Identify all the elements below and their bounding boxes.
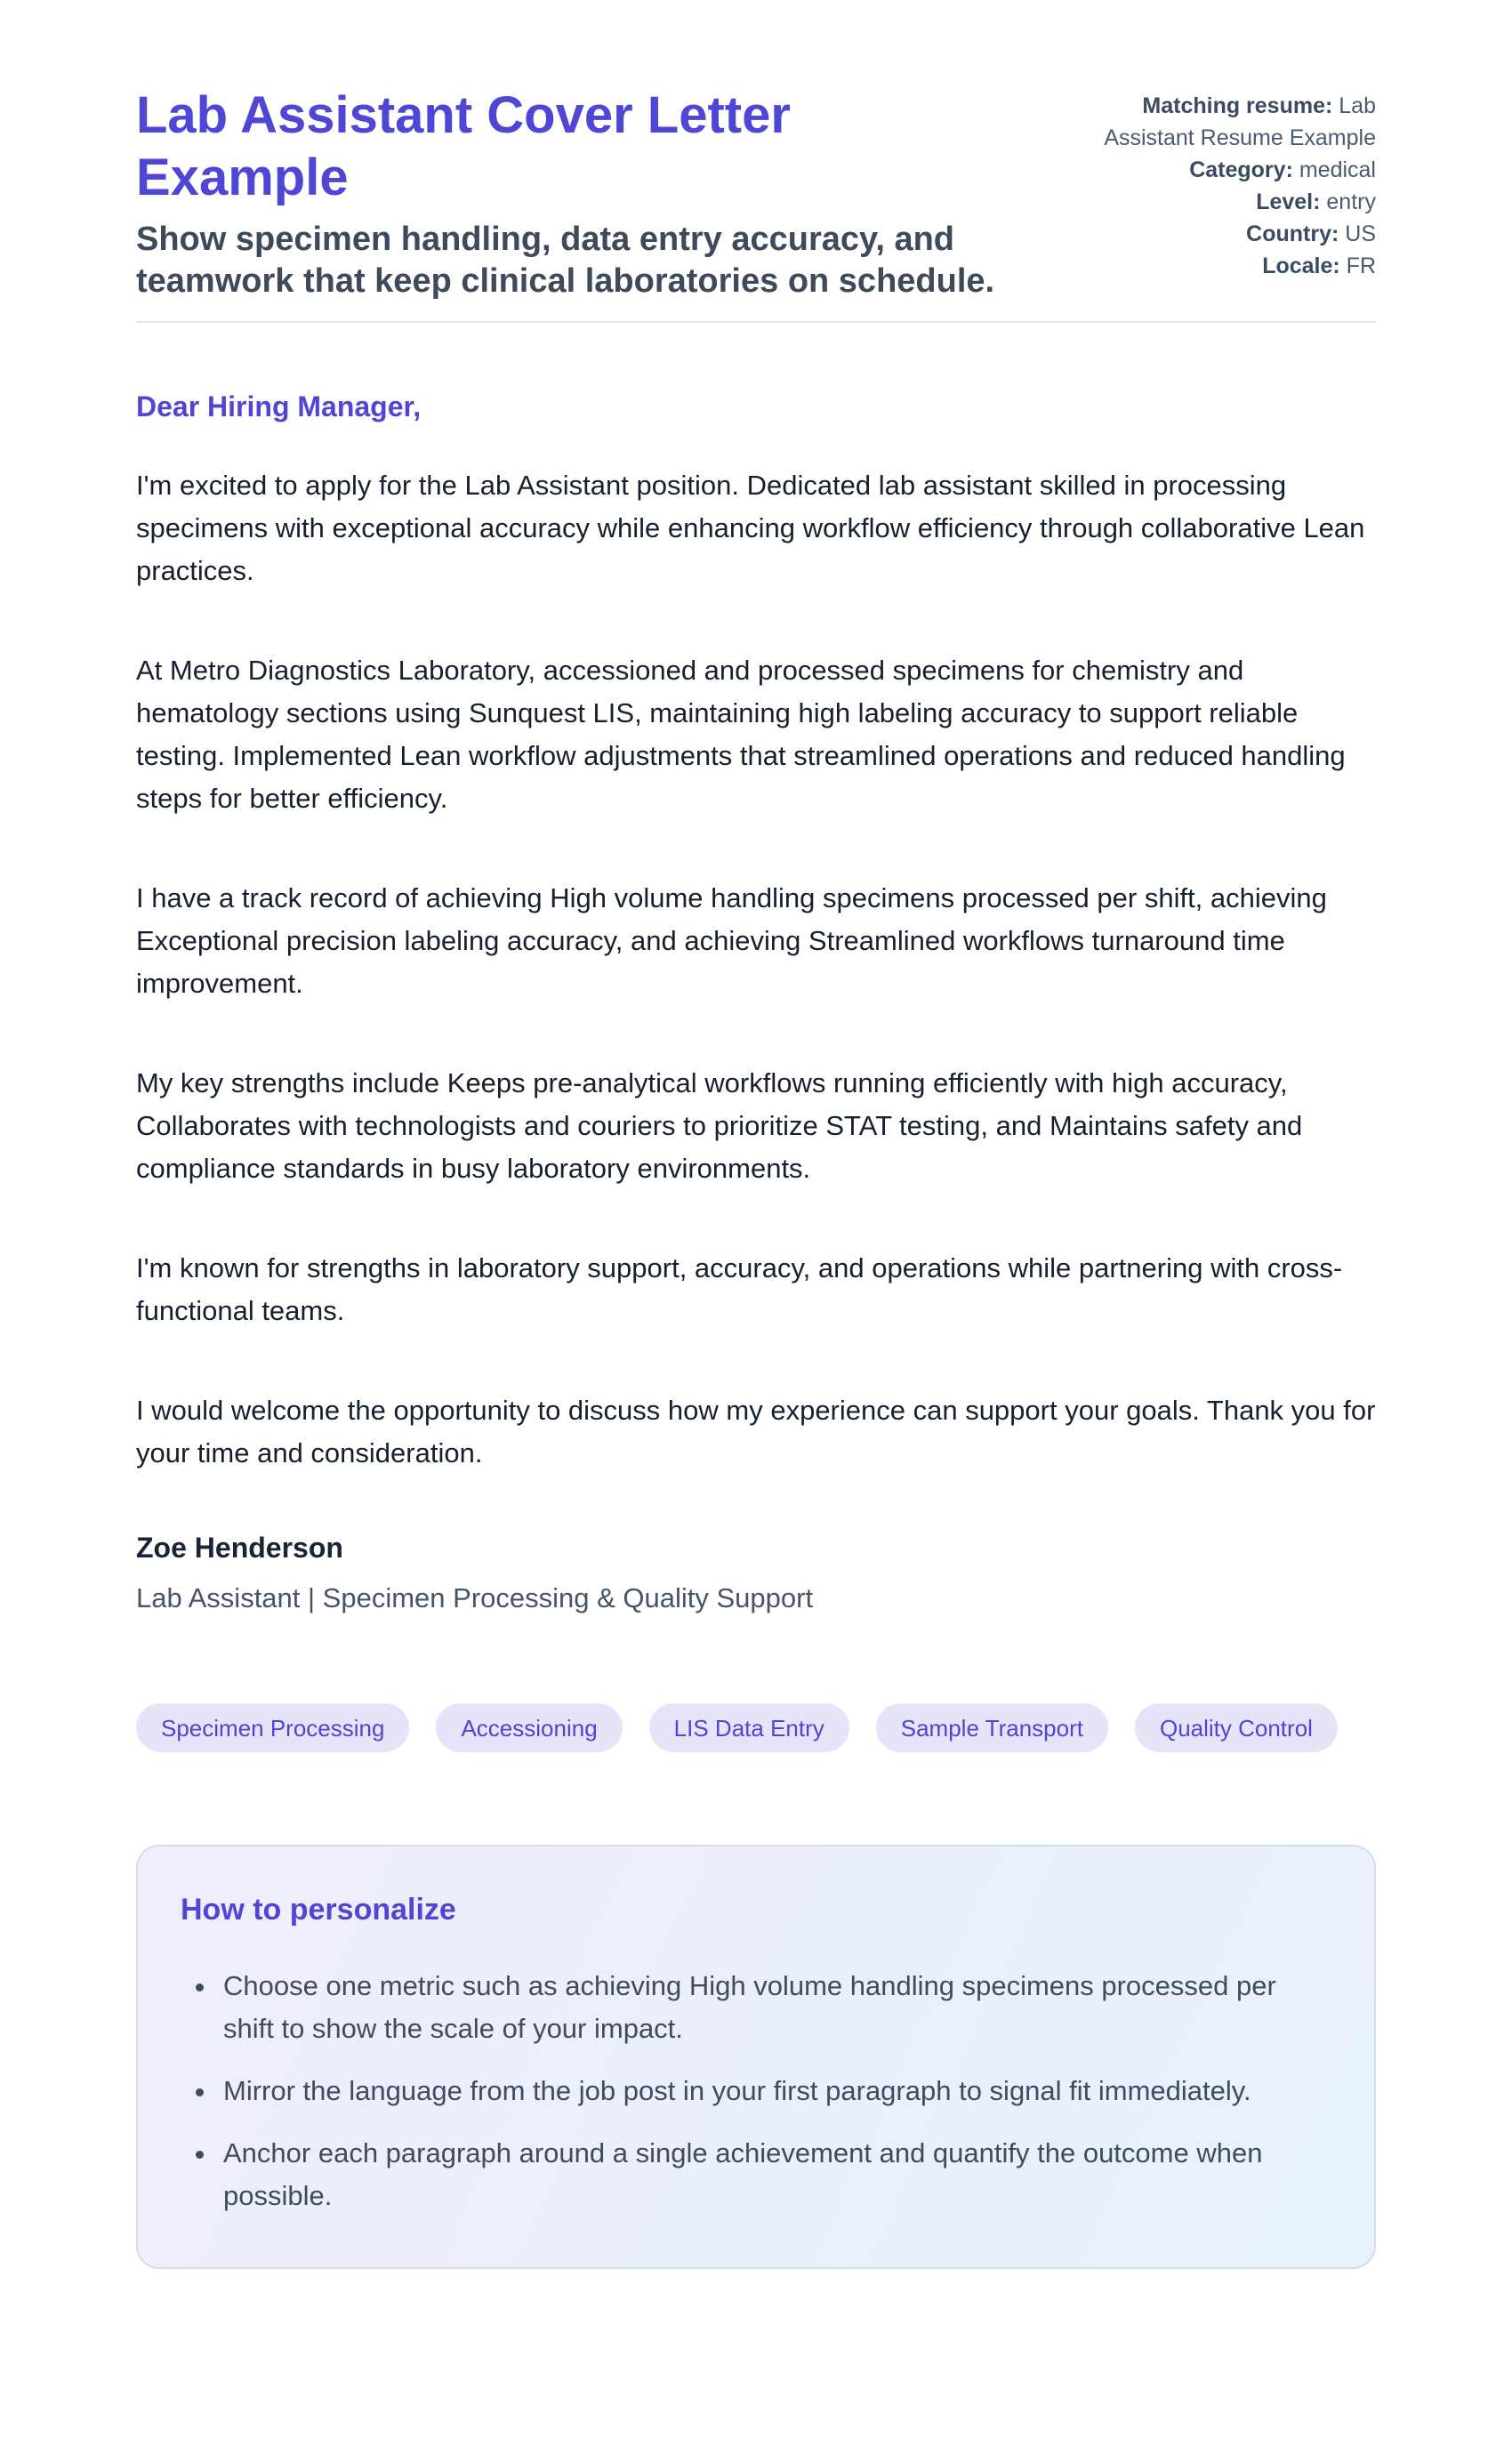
meta-label: Locale: [1262, 253, 1340, 278]
signature-name: Zoe Henderson [136, 1531, 343, 1564]
tips-list [181, 1965, 1331, 2217]
tip-item: • Anchor each paragraph around a single achievement and quantify the outcome when possible. [218, 2132, 1331, 2217]
letter-paragraph: I would welcome the opportunity to discuss how my experience can support your goals. Thank you for your time and consideration. [136, 1394, 1376, 1468]
meta-row [1082, 90, 1376, 154]
page-subtitle: Show specimen handling, data entry accuracy, and teamwork that keep clinical laboratories on schedule. [136, 221, 995, 300]
meta-value: Lab Assistant Resume Example [1104, 93, 1376, 150]
letter-paragraph: I'm known for strengths in laboratory support, accuracy, and operations while partnering with cross-functional teams. [136, 1251, 1343, 1326]
tag-pill[interactable]: Quality Control [1135, 1703, 1338, 1752]
meta-row [1082, 218, 1376, 250]
tag-pill[interactable]: Sample Transport [876, 1703, 1108, 1752]
meta-label: Country: [1246, 221, 1339, 246]
page-header [136, 84, 1376, 302]
skill-tags [136, 1703, 1376, 1752]
letter-paragraph: I have a track record of achieving High volume handling specimens processed per shift, achieving Exceptional precision labeling accuracy, and achieving Streamlined workflows turnaround time improvement. [136, 881, 1327, 999]
page-title: Lab Assistant Cover Letter Example [136, 86, 791, 206]
salutation: Dear Hiring Manager, [136, 390, 422, 422]
tag-pill[interactable]: Specimen Processing [136, 1703, 409, 1752]
meta-label: Matching resume: [1142, 93, 1333, 118]
meta-label: Level: [1256, 189, 1321, 214]
letter-paragraphs [136, 464, 1376, 1475]
tips-heading: How to personalize [181, 1892, 456, 1927]
signature-role: Lab Assistant | Specimen Processing & Quality Support [136, 1581, 814, 1613]
meta-value: entry [1326, 189, 1376, 214]
meta-row [1082, 250, 1376, 282]
meta-panel [1082, 84, 1376, 282]
tag-pill[interactable]: LIS Data Entry [649, 1703, 849, 1752]
divider [136, 321, 1376, 323]
letter-paragraph: At Metro Diagnostics Laboratory, accessioned and processed specimens for chemistry and hematology sections using Sunquest LIS, maintaining high labeling accuracy to support reliable testing. Implemented Lean workflow adjustments that streamlined operations and reduced handling steps for better efficiency. [136, 654, 1346, 814]
tip-item: • Mirror the language from the job post in your first paragraph to signal fit immediately. [218, 2070, 1331, 2112]
meta-row [1082, 186, 1376, 218]
header-title-block [136, 84, 1047, 302]
tip-item: • Choose one metric such as achieving High volume handling specimens processed per shift to show the scale of your impact. [218, 1965, 1331, 2050]
meta-value: FR [1346, 253, 1376, 278]
tag-pill[interactable]: Accessioning [436, 1703, 622, 1752]
letter-paragraph: My key strengths include Keeps pre-analytical workflows running efficiently with high accuracy, Collaborates with technologists and couriers to prioritize STAT testing, and Maintains safety and compliance standards in busy laboratory environments. [136, 1066, 1303, 1184]
letter-body [136, 390, 1376, 1614]
letter-paragraph: I'm excited to apply for the Lab Assistant position. Dedicated lab assistant skilled in processing specimens with exceptional accuracy while enhancing workflow efficiency through collaborative Lean practices. [136, 469, 1365, 586]
meta-label: Category: [1189, 157, 1293, 182]
meta-value: medical [1299, 157, 1376, 182]
tips-box [136, 1845, 1376, 2269]
meta-row [1082, 154, 1376, 186]
meta-value: US [1345, 221, 1376, 246]
signature-block [136, 1532, 1376, 1614]
